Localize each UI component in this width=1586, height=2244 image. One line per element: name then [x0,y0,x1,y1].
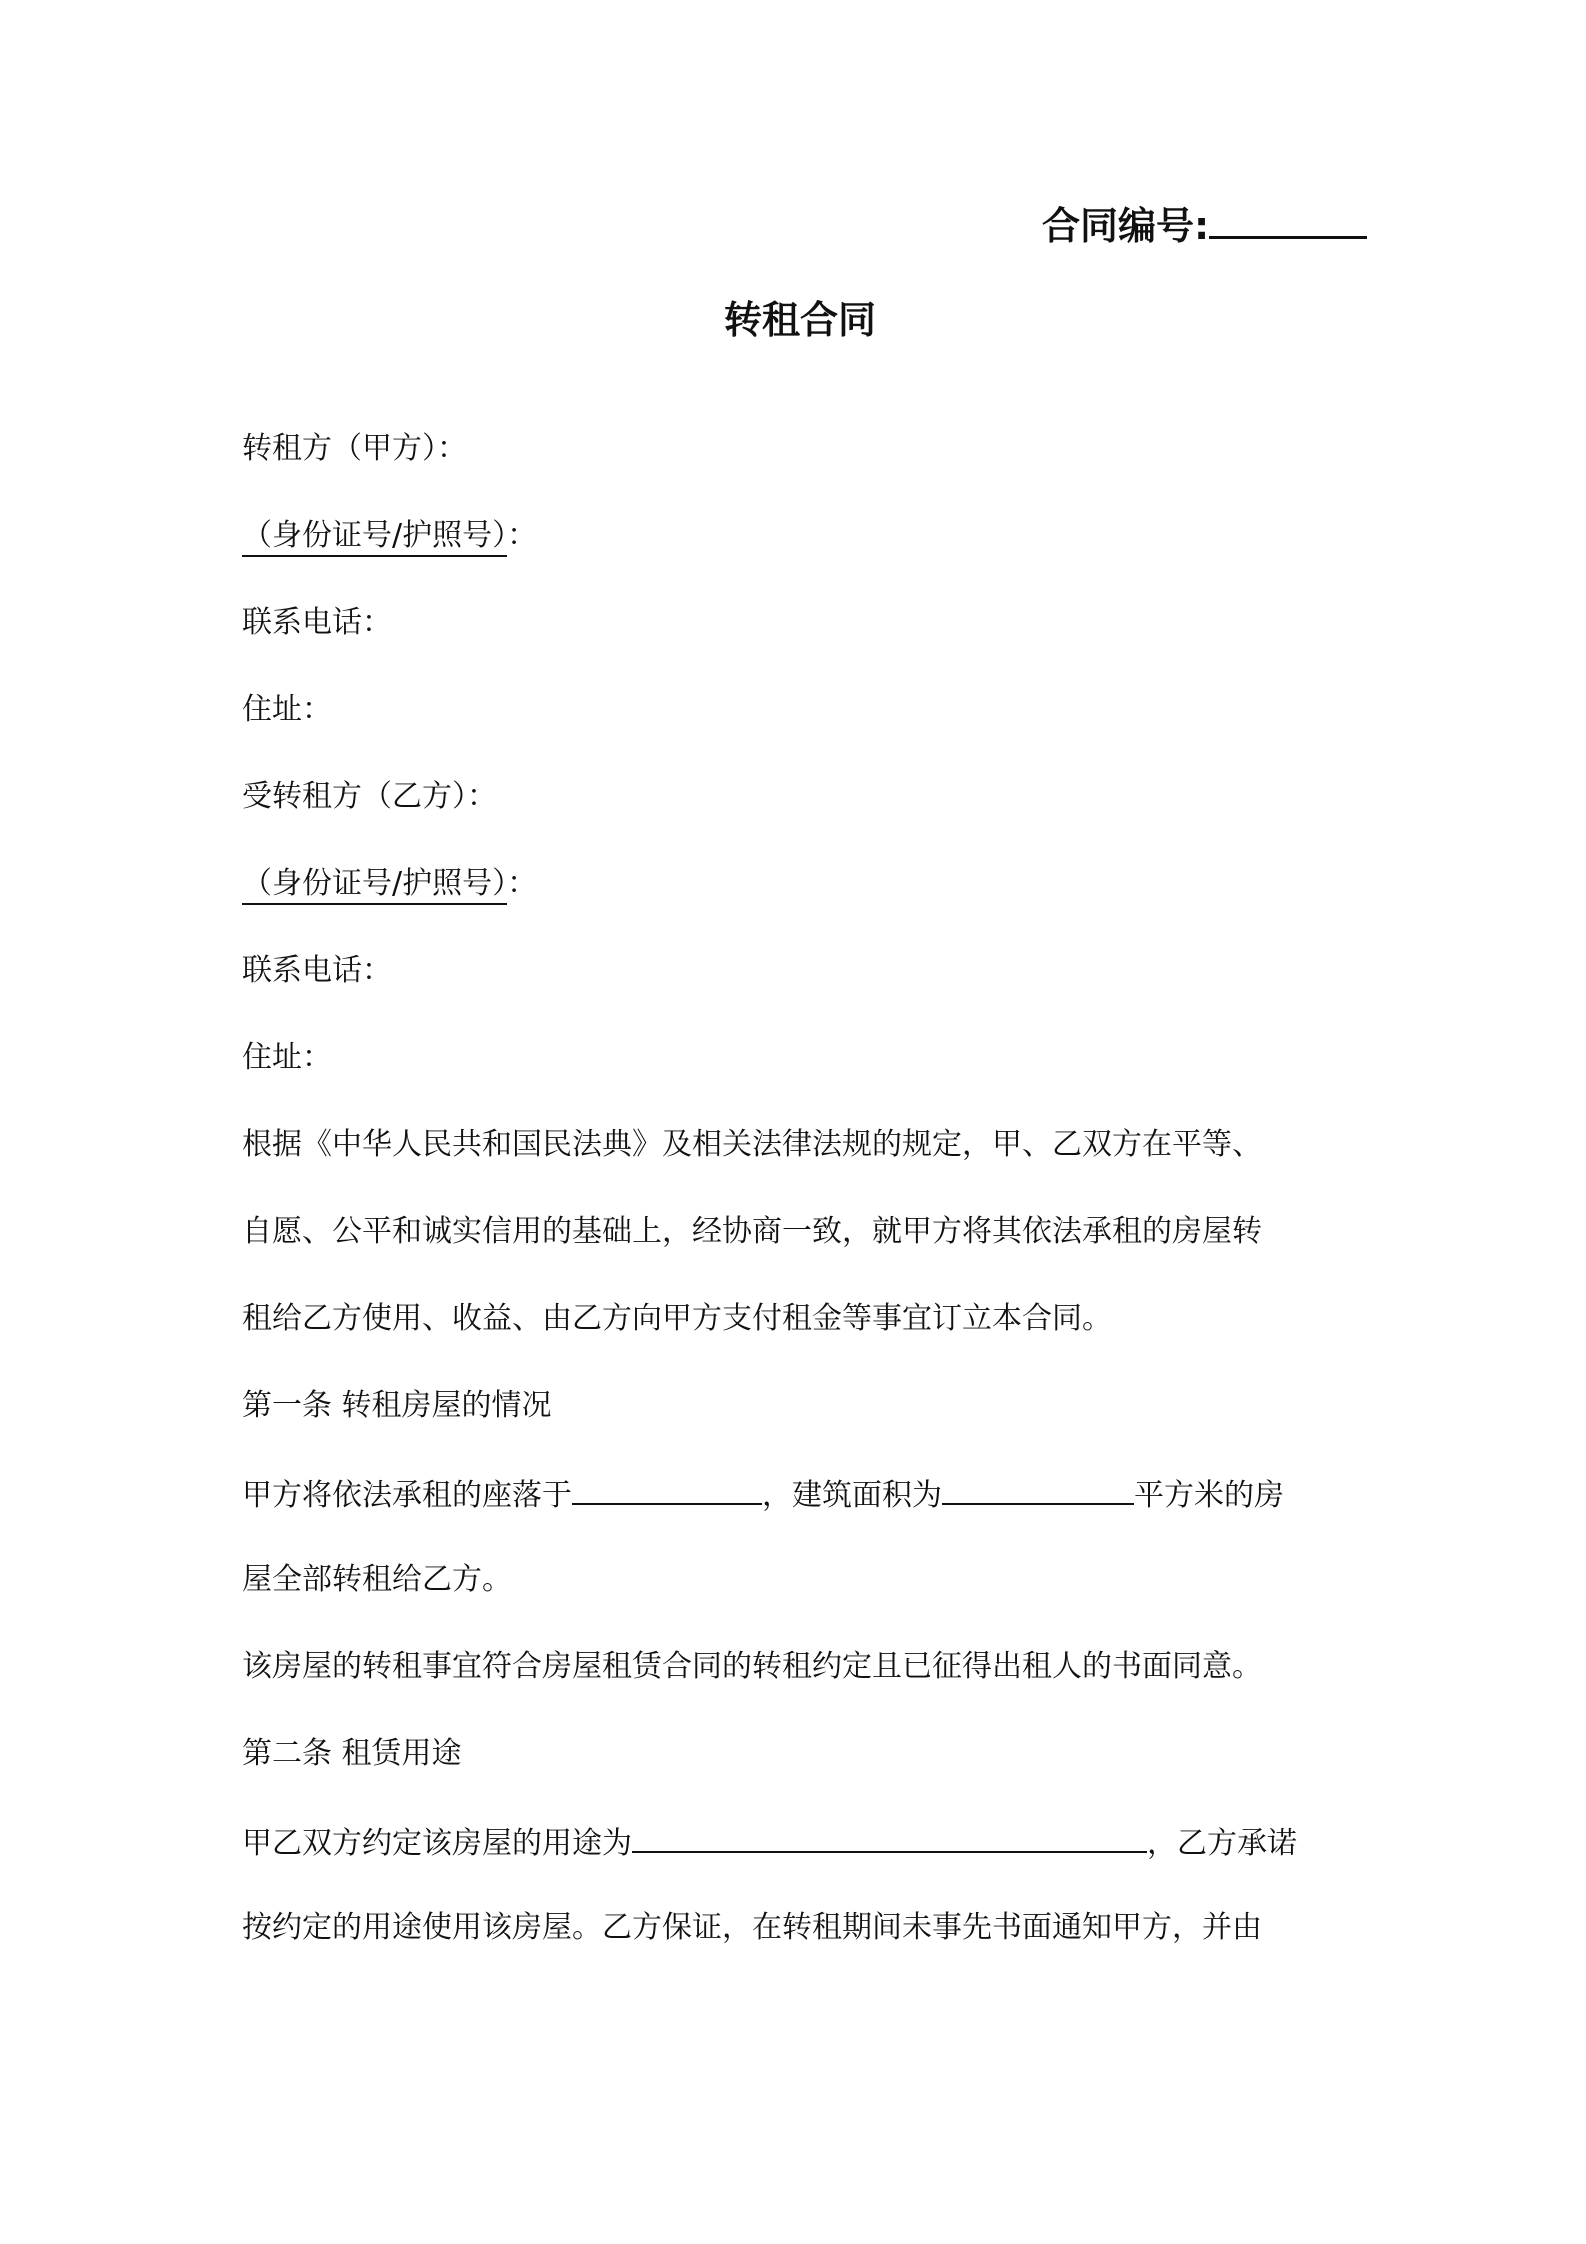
party-a-phone-label: 联系电话： [242,605,392,640]
document-title: 转租合同 [723,298,876,342]
location-blank[interactable] [572,1471,762,1505]
party-b-label: 受转租方（乙方）： [242,779,497,814]
article-2-line-2: 按约定的用途使用该房屋。乙方保证，在转租期间未事先书面通知甲方，并由 [242,1910,1262,1945]
article-1-area-unit: 平方米的房 [1134,1478,1284,1513]
article-1-area-label: ，建筑面积为 [762,1478,942,1513]
article-2-usage-label: 甲乙双方约定该房屋的用途为 [242,1826,632,1861]
party-b-id-colon: ： [507,866,538,901]
contract-number-label: 合同编号: [1042,204,1210,248]
article-1-line-3: 该房屋的转租事宜符合房屋租赁合同的转租约定且已征得出租人的书面同意。 [242,1649,1262,1684]
contract-number-blank[interactable] [1209,196,1367,239]
preamble-line-1: 根据《中华人民共和国民法典》及相关法律法规的规定，甲、乙双方在平等、 [242,1127,1262,1162]
party-a-label: 转租方（甲方）： [242,431,467,466]
party-b-address-label: 住址： [242,1040,332,1075]
party-a-id-line [242,514,537,558]
party-b-id-label: （身份证号/护照号） [242,866,507,905]
article-2-heading: 第二条 租赁用途 [242,1736,462,1771]
preamble-line-3: 租给乙方使用、收益、由乙方向甲方支付租金等事宜订立本合同。 [242,1301,1112,1336]
party-b-id-line [242,862,537,906]
party-a-id-label: （身份证号/护照号） [242,518,507,557]
article-1-heading: 第一条 转租房屋的情况 [242,1388,552,1423]
usage-blank[interactable] [632,1819,1147,1853]
contract-number [1042,196,1367,252]
party-a-address-label: 住址： [242,692,332,727]
party-a-id-colon: ： [507,518,538,553]
article-1-location-label: 甲方将依法承租的座落于 [242,1478,572,1513]
area-blank[interactable] [942,1471,1134,1505]
article-1-line-1 [242,1471,1284,1518]
article-2-promise: ，乙方承诺 [1147,1826,1297,1861]
preamble-line-2: 自愿、公平和诚实信用的基础上，经协商一致，就甲方将其依法承租的房屋转 [242,1214,1262,1249]
article-1-line-2: 屋全部转租给乙方。 [242,1562,512,1597]
article-2-line-1 [242,1819,1297,1866]
party-b-phone-label: 联系电话： [242,953,392,988]
